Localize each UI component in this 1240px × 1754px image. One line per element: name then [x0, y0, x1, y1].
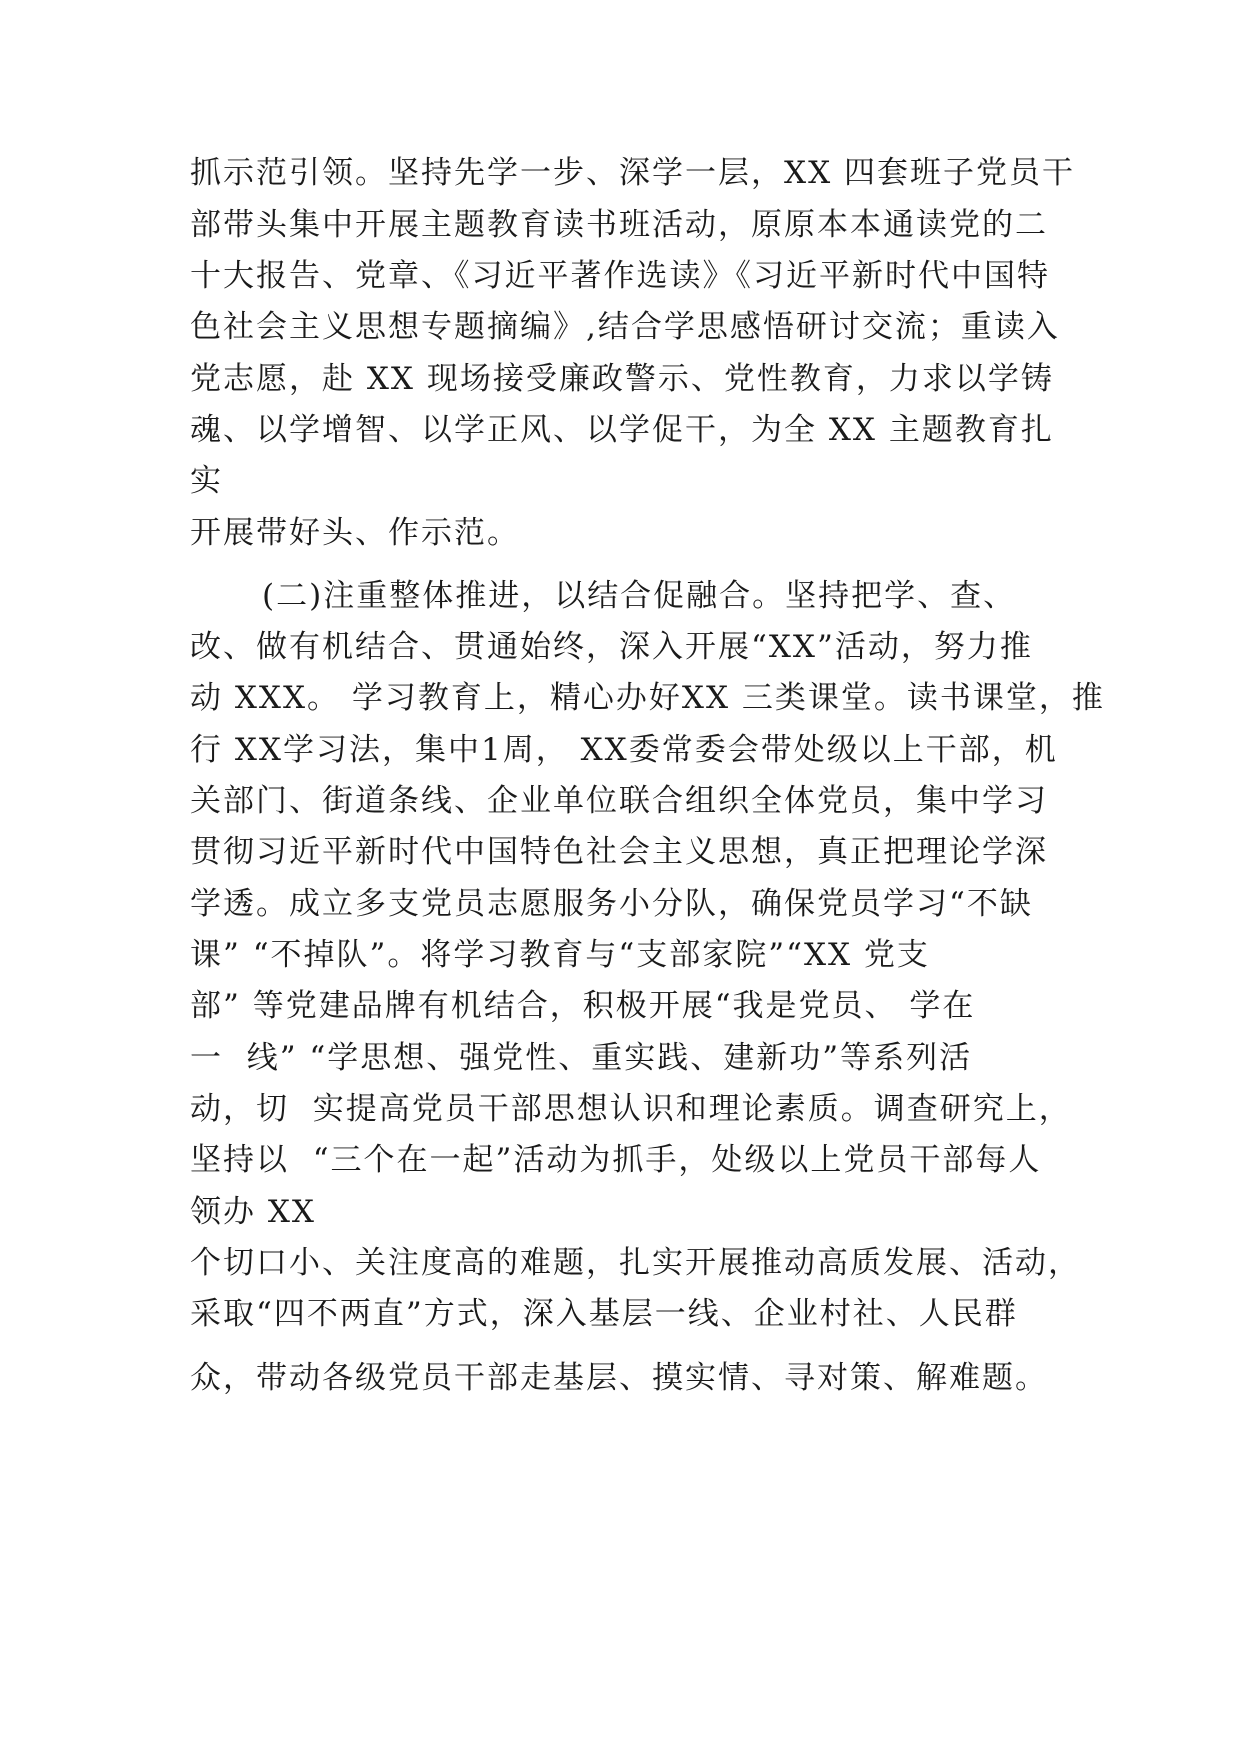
text-line: 一 线” “学思想、强党性、重实践、建新功”等系列活: [190, 1040, 973, 1076]
text-line: 改、做有机结合、贯通始终，深入开展“XX”活动，努力推: [190, 629, 1033, 665]
text-line: 贯彻习近平新时代中国特色社会主义思想，真正把理论学深: [190, 834, 1048, 870]
text-line: 动 XXX。 学习教育上，精心办好XX 三类课堂。读书课堂，推: [190, 680, 1105, 716]
text-line: 采取“四不两直”方式，深入基层一线、企业村社、人民群: [190, 1296, 1018, 1332]
text-line: 关部门、街道条线、企业单位联合组织全体党员，集中学习: [190, 783, 1048, 819]
text-line: 魂、以学增智、以学正风、以学促干，为全 XX 主题教育扎: [190, 412, 1054, 448]
text-line: 党志愿，赴 XX 现场接受廉政警示、党性教育，力求以学铸: [190, 361, 1054, 397]
text-line: 坚持以 “三个在一起”活动为抓手，处级以上党员干部每人: [190, 1142, 1042, 1178]
text-line: 开展带好头、作示范。: [190, 515, 520, 551]
text-line: 色社会主义思想专题摘编》,结合学思感悟研讨交流；重读入: [190, 309, 1060, 345]
text-line: 学透。成立多支党员志愿服务小分队，确保党员学习“不缺: [190, 886, 1033, 922]
text-line: 实: [190, 463, 223, 499]
text-line: 抓示范引领。坚持先学一步、深学一层，XX 四套班子党员干: [190, 155, 1075, 191]
text-line: 课” “不掉队”。将学习教育与“支部家院”“XX 党支: [190, 937, 930, 973]
text-line: 部带头集中开展主题教育读书班活动，原原本本通读党的二: [190, 207, 1048, 243]
text-line: 部” 等党建品牌有机结合，积极开展“我是党员、 学在: [190, 988, 976, 1024]
text-line: 动，切 实提高党员干部思想认识和理论素质。调查研究上，: [190, 1091, 1072, 1127]
text-line: 十大报告、党章、《习近平著作选读》《习近平新时代中国特: [190, 258, 1050, 294]
text-line: 行 XX学习法，集中1周， XX委常委会带处级以上干部，机: [190, 732, 1058, 768]
section-heading-line: (二)注重整体推进，以结合促融合。坚持把学、查、: [262, 578, 1017, 614]
text-line: 众，带动各级党员干部走基层、摸实情、寻对策、解难题。: [190, 1360, 1048, 1396]
text-line: 领办 XX: [190, 1194, 316, 1230]
text-line: 个切口小、关注度高的难题，扎实开展推动高质发展、活动，: [190, 1245, 1081, 1281]
